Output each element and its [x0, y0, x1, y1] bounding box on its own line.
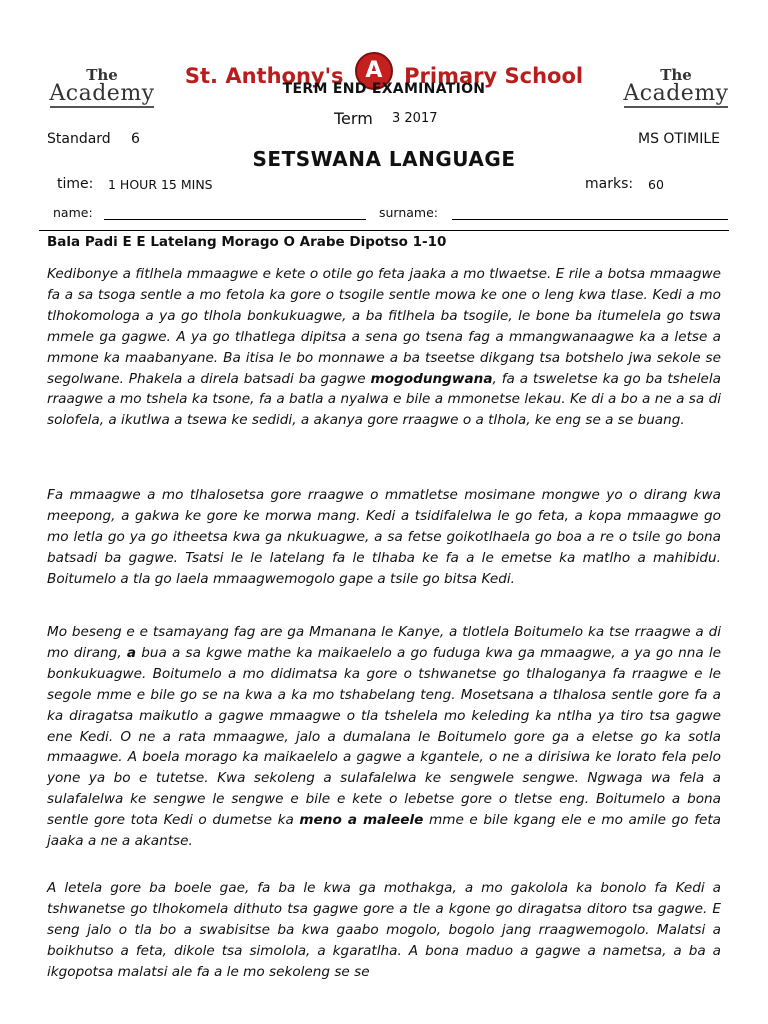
- name-label: name:: [53, 205, 93, 220]
- passage-paragraph-4: [47, 878, 721, 983]
- academy-logo-rule: [624, 106, 728, 108]
- marks-value: 60: [648, 177, 664, 192]
- passage-text: mme e bile kgang ele e mo amile go feta jaaka a ne a akantse.: [47, 812, 721, 850]
- header-divider: [39, 230, 729, 231]
- term-label: Term: [334, 109, 373, 128]
- term-value: 3 2017: [392, 111, 438, 126]
- academy-logo-word: Academy: [623, 81, 729, 106]
- name-field[interactable]: [104, 219, 366, 220]
- passage-paragraph-1: [47, 264, 721, 431]
- passage-text: , fa a tsweletse ka go ba tshelela rraagwe a mo tshela ka tsone, fa a batla a nyalwa e bile a mmonetse lekau. Ke di a bo a ne a sa di solofela, a ikutlwa a tsewa ke sedidi, a akanya gore rraagwe o a tlhola, ke eng se a se buang.: [47, 370, 721, 429]
- passage-text: Kedibonye a fitlhela mmaagwe e kete o otile go feta jaaka a mo tlwaetse. E rile a botsa mmaagwe fa a sa tsoga sentle a mo fetola ka gore o tsogile sentle mowa ke one o leng kwa tlase. Kedi a mo tlhokomologa a ya go tlhola bonkukuagwe, a ba fitlhela ba tsogile, le bone ba itumelela go tswa mmele ga gagwe. A ya go tlhatlega dipitsa a sena go tsena fag a mmangwanaagwe ka a letse a mmone ka maabanyane. Ba itisa le bo monnawe a ba tseetse dikgang tsa botshelo jwa sekole se segolwane. Phakela a direla batsadi ba gagwe: [47, 266, 721, 387]
- passage-text: Mo beseng e e tsamayang fag are ga Mmanana le Kanye, a tlotlela Boitumelo ka tse rraagwe a di mo dirang,: [47, 624, 721, 661]
- teacher-name: MS OTIMILE: [638, 131, 720, 147]
- passage-bold-word: a: [126, 644, 137, 661]
- school-name-right: Primary School: [404, 64, 584, 88]
- subject-title: SETSWANA LANGUAGE: [252, 147, 516, 171]
- passage-paragraph-2: [47, 485, 721, 590]
- school-name-left: St. Anthony's: [184, 64, 344, 88]
- passage-text: bua a sa kgwe mathe ka maikaelelo a go fuduga kwa ga mmaagwe, a ya go nna le bonkukuagwe. Boitumelo a mo didimatsa ka gore o tshwanetse go tlhaloganya fa rraagwe e le segole mme e bile go se na kwa a ka mo tshabelang teng. Mosetsana a tlhalosa sentle gore fa a ka diragatsa maikutlo a gagwe mmaagwe o tla tshelela mo keleding ka ntlha ya tiro tsa gagwe ene Kedi. O ne a rata mmaagwe, jalo a dumalana le Boitumelo gore ga a eletse go ka sotla mmaagwe. A boela morago ka maikaelelo a gagwe a kgantele, o ne a dirisiwa ke lorato fela pelo yone ya bo e tutetse. Kwa sekoleng a sulafalelwa ke sengwele sengwe. Ngwaga wa fela a sulafalelwa ke sengwe le sengwe e bile e kete o lebetse gore o tletse eng. Boitumelo a bona sentle gore tota Kedi o dumetse ka: [47, 644, 721, 829]
- exam-title: TERM END EXAMINATION: [282, 81, 486, 97]
- surname-label: surname:: [379, 205, 439, 220]
- passage-paragraph-3: [47, 622, 721, 852]
- passage-bold-phrase: meno a maleele: [299, 812, 424, 829]
- surname-field[interactable]: [452, 219, 728, 220]
- academy-logo-word: Academy: [49, 81, 155, 106]
- academy-logo-the: The: [660, 66, 692, 84]
- time-value: 1 HOUR 15 MINS: [108, 177, 213, 192]
- instruction-heading: Bala Padi E E Latelang Morago O Arabe Dipotso 1-10: [47, 234, 447, 250]
- passage-text: Fa mmaagwe a mo tlhalosetsa gore rraagwe o mmatletse mosimane mongwe yo o dirang kwa meepong, a gakwa ke gore ke morwa mang. Kedi a tsidifalelwa le go feta, a kopa mmaagwe go mo letla go ya go itheetsa kwa ga nkukuagwe, a sa fetse goikotlhaela go boa a re o tsile go bona batsadi ba gagwe. Tsatsi le le latelang fa le tlhaba ke fa a le emetse ka matlho a mahibidu. Boitumelo a tla go laela mmaagwemogolo gape a tsile go bitsa Kedi.: [47, 487, 721, 587]
- time-label: time:: [57, 176, 94, 192]
- marks-label: marks:: [585, 176, 634, 192]
- standard-label: Standard: [47, 131, 111, 147]
- passage-text: A letela gore ba boele gae, fa ba le kwa ga mothakga, a mo gakolola ka bonolo fa Kedi a tshwanetse go tlhokomela dithuto tsa gagwe gore a tle a kgone go diragatsa ditoro tsa gagwe. E seng jalo o tla bo a swabisitse ba kwa gaabo mogolo, bogolo jang rraagwemogolo. Malatsi a boikhutso a feta, dikole tsa simolola, a kgaratlha. A bona maduo a gagwe a nametsa, a ba a ikgopotsa malatsi ale fa a le mo sekoleng se se: [47, 880, 721, 980]
- academy-logo-rule: [50, 106, 154, 108]
- passage-bold-word: mogodungwana: [370, 370, 493, 387]
- school-seal-icon: A: [355, 52, 393, 90]
- standard-value: 6: [131, 131, 140, 147]
- academy-logo-the: The: [86, 66, 118, 84]
